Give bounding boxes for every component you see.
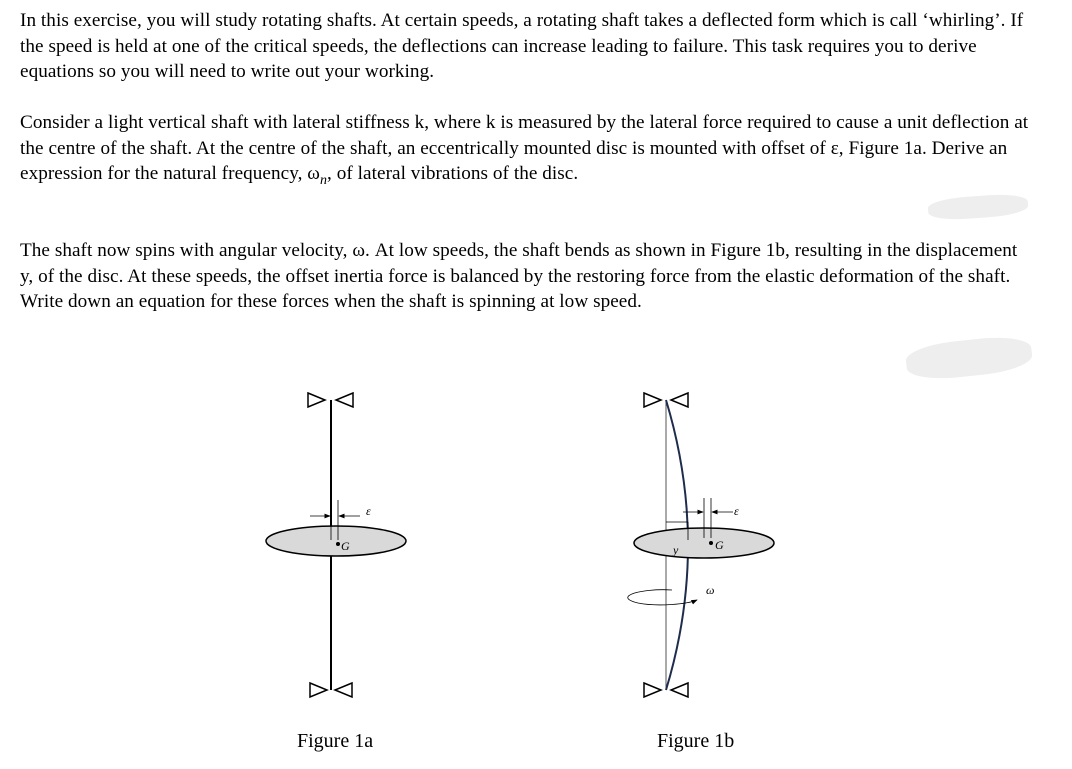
- centre-of-mass-point: [336, 542, 340, 546]
- omega-label: ω: [706, 583, 715, 597]
- question-2-paragraph: The shaft now spins with angular velocity, ω. At low speeds, the shaft bends as shown in Figure 1b, resulting in the displacement y, of the disc. At these speeds, the offset inertia force is balanced by the restoring force from the elastic deformation of the shaft. Write down an equation for these forces when the shaft is spinning at low speed.: [20, 240, 1018, 312]
- figure-1b-caption: Figure 1b: [657, 730, 735, 752]
- g-label: G: [341, 539, 350, 553]
- epsilon-label: ε: [366, 504, 371, 518]
- subscript-n: n: [319, 172, 328, 188]
- question-1-text-start: Consider a light vertical shaft with lateral stiffness k, where k is measured by the lateral force required to cause a unit deflection at the centre of the shaft. At the centre of the shaft, an eccentrically mounted disc is mounted with offset of ε, Figure 1a. Derive an expression for the natural frequency,: [20, 112, 1029, 184]
- y-label: y: [673, 543, 679, 557]
- disc: [266, 526, 406, 556]
- figure-1a-caption: Figure 1a: [297, 730, 374, 752]
- figure-1a-diagram: [266, 393, 406, 697]
- intro-paragraph: In this exercise, you will study rotating shafts. At certain speeds, a rotating shaft takes a deflected form which is call ‘whirling’. If the speed is held at one of the critical speeds, the deflections can increase leading to failure. This task requires you to derive equations so you will need to write out your working.: [20, 10, 1024, 82]
- question-1-text-end: , of lateral vibrations of the disc.: [327, 163, 579, 184]
- epsilon-label: ε: [734, 504, 739, 518]
- figure-1b-diagram: [628, 393, 774, 697]
- centre-of-mass-point: [709, 541, 713, 545]
- omega-symbol: ω: [307, 163, 320, 184]
- g-label: G: [715, 538, 724, 552]
